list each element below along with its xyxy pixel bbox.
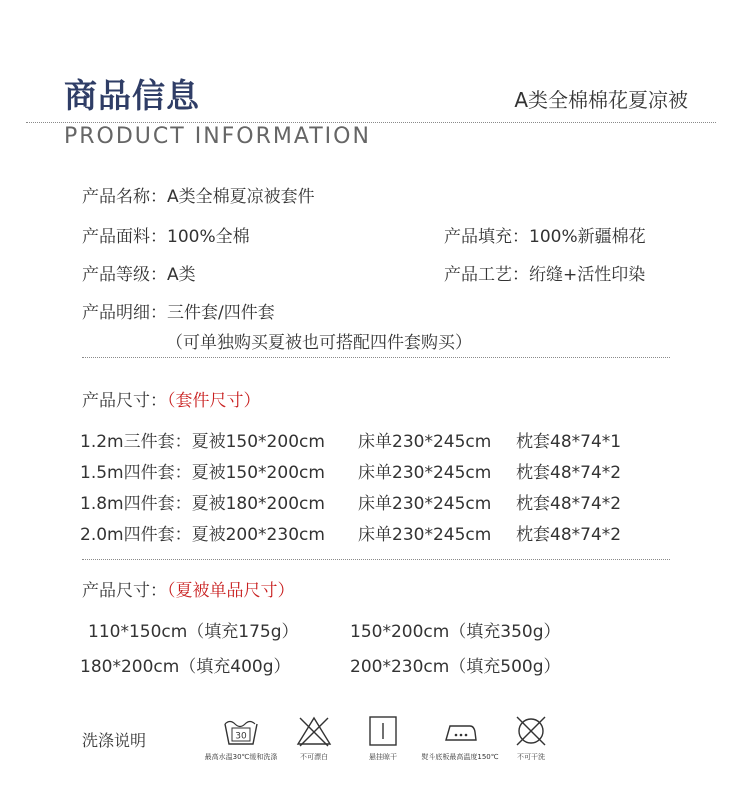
list-item: 180*200cm（填充400g） (80, 657, 291, 677)
quilt-size: 夏被180*200cm (191, 494, 325, 514)
info-grade: 产品等级：A类 (82, 265, 196, 285)
single-size-tag: （夏被单品尺寸） (167, 581, 295, 601)
info-detail-note: （可单独购买夏被也可搭配四件套购买） (166, 333, 472, 353)
set-name: 1.2m三件套： (80, 432, 192, 452)
set-size-label: 产品尺寸： (82, 391, 167, 411)
sheet-size: 床单230*245cm (358, 525, 492, 545)
care-caption: 不可干洗 (517, 753, 545, 761)
care-caption: 悬挂晾干 (369, 753, 397, 761)
page-subtitle: PRODUCT INFORMATION (64, 124, 371, 149)
single-size-heading (82, 576, 295, 601)
single-size-label: 产品尺寸： (82, 581, 167, 601)
pillow-size: 枕套48*74*2 (516, 463, 622, 483)
iron-150-icon (440, 714, 480, 748)
wash-30-icon (221, 714, 261, 748)
header-divider (26, 122, 716, 123)
section-divider (82, 357, 670, 358)
info-fabric: 产品面料：100%全棉 (82, 227, 250, 247)
product-name: A类全棉棉花夏凉被 (514, 88, 688, 112)
set-name: 1.8m四件套： (80, 494, 192, 514)
set-size-tag: （套件尺寸） (167, 391, 261, 411)
info-name: 产品名称：A类全棉夏凉被套件 (82, 187, 315, 207)
set-size-heading (82, 386, 261, 411)
pillow-size: 枕套48*74*1 (516, 432, 622, 452)
quilt-size: 夏被150*200cm (191, 432, 325, 452)
sheet-size: 床单230*245cm (358, 463, 492, 483)
pillow-size: 枕套48*74*2 (516, 494, 622, 514)
table-row (80, 520, 325, 545)
pillow-size: 枕套48*74*2 (516, 525, 622, 545)
table-row (80, 427, 325, 452)
list-item: 150*200cm（填充350g） (350, 622, 561, 642)
care-caption: 不可漂白 (300, 753, 328, 761)
no-bleach-icon (294, 714, 334, 748)
info-craft: 产品工艺：绗缝+活性印染 (444, 265, 646, 285)
set-name: 1.5m四件套： (80, 463, 192, 483)
quilt-size: 夏被150*200cm (191, 463, 325, 483)
hang-dry-icon (363, 714, 403, 748)
set-name: 2.0m四件套： (80, 525, 192, 545)
care-caption: 最高水温30℃缓和洗涤 (204, 753, 278, 761)
list-item: 200*230cm（填充500g） (350, 657, 561, 677)
list-item: 110*150cm（填充175g） (88, 622, 299, 642)
no-dry-clean-icon (511, 714, 551, 748)
care-caption: 熨斗底板最高温度150℃ (421, 753, 499, 761)
sheet-size: 床单230*245cm (358, 432, 492, 452)
sheet-size: 床单230*245cm (358, 494, 492, 514)
page-title: 商品信息 (64, 76, 200, 115)
info-filling: 产品填充：100%新疆棉花 (444, 227, 646, 247)
quilt-size: 夏被200*230cm (191, 525, 325, 545)
table-row (80, 489, 325, 514)
info-detail: 产品明细：三件套/四件套 (82, 303, 275, 323)
wash-temp: 30 (235, 731, 247, 742)
table-row (80, 458, 325, 483)
care-label: 洗涤说明 (82, 731, 147, 750)
section-divider (82, 559, 670, 560)
